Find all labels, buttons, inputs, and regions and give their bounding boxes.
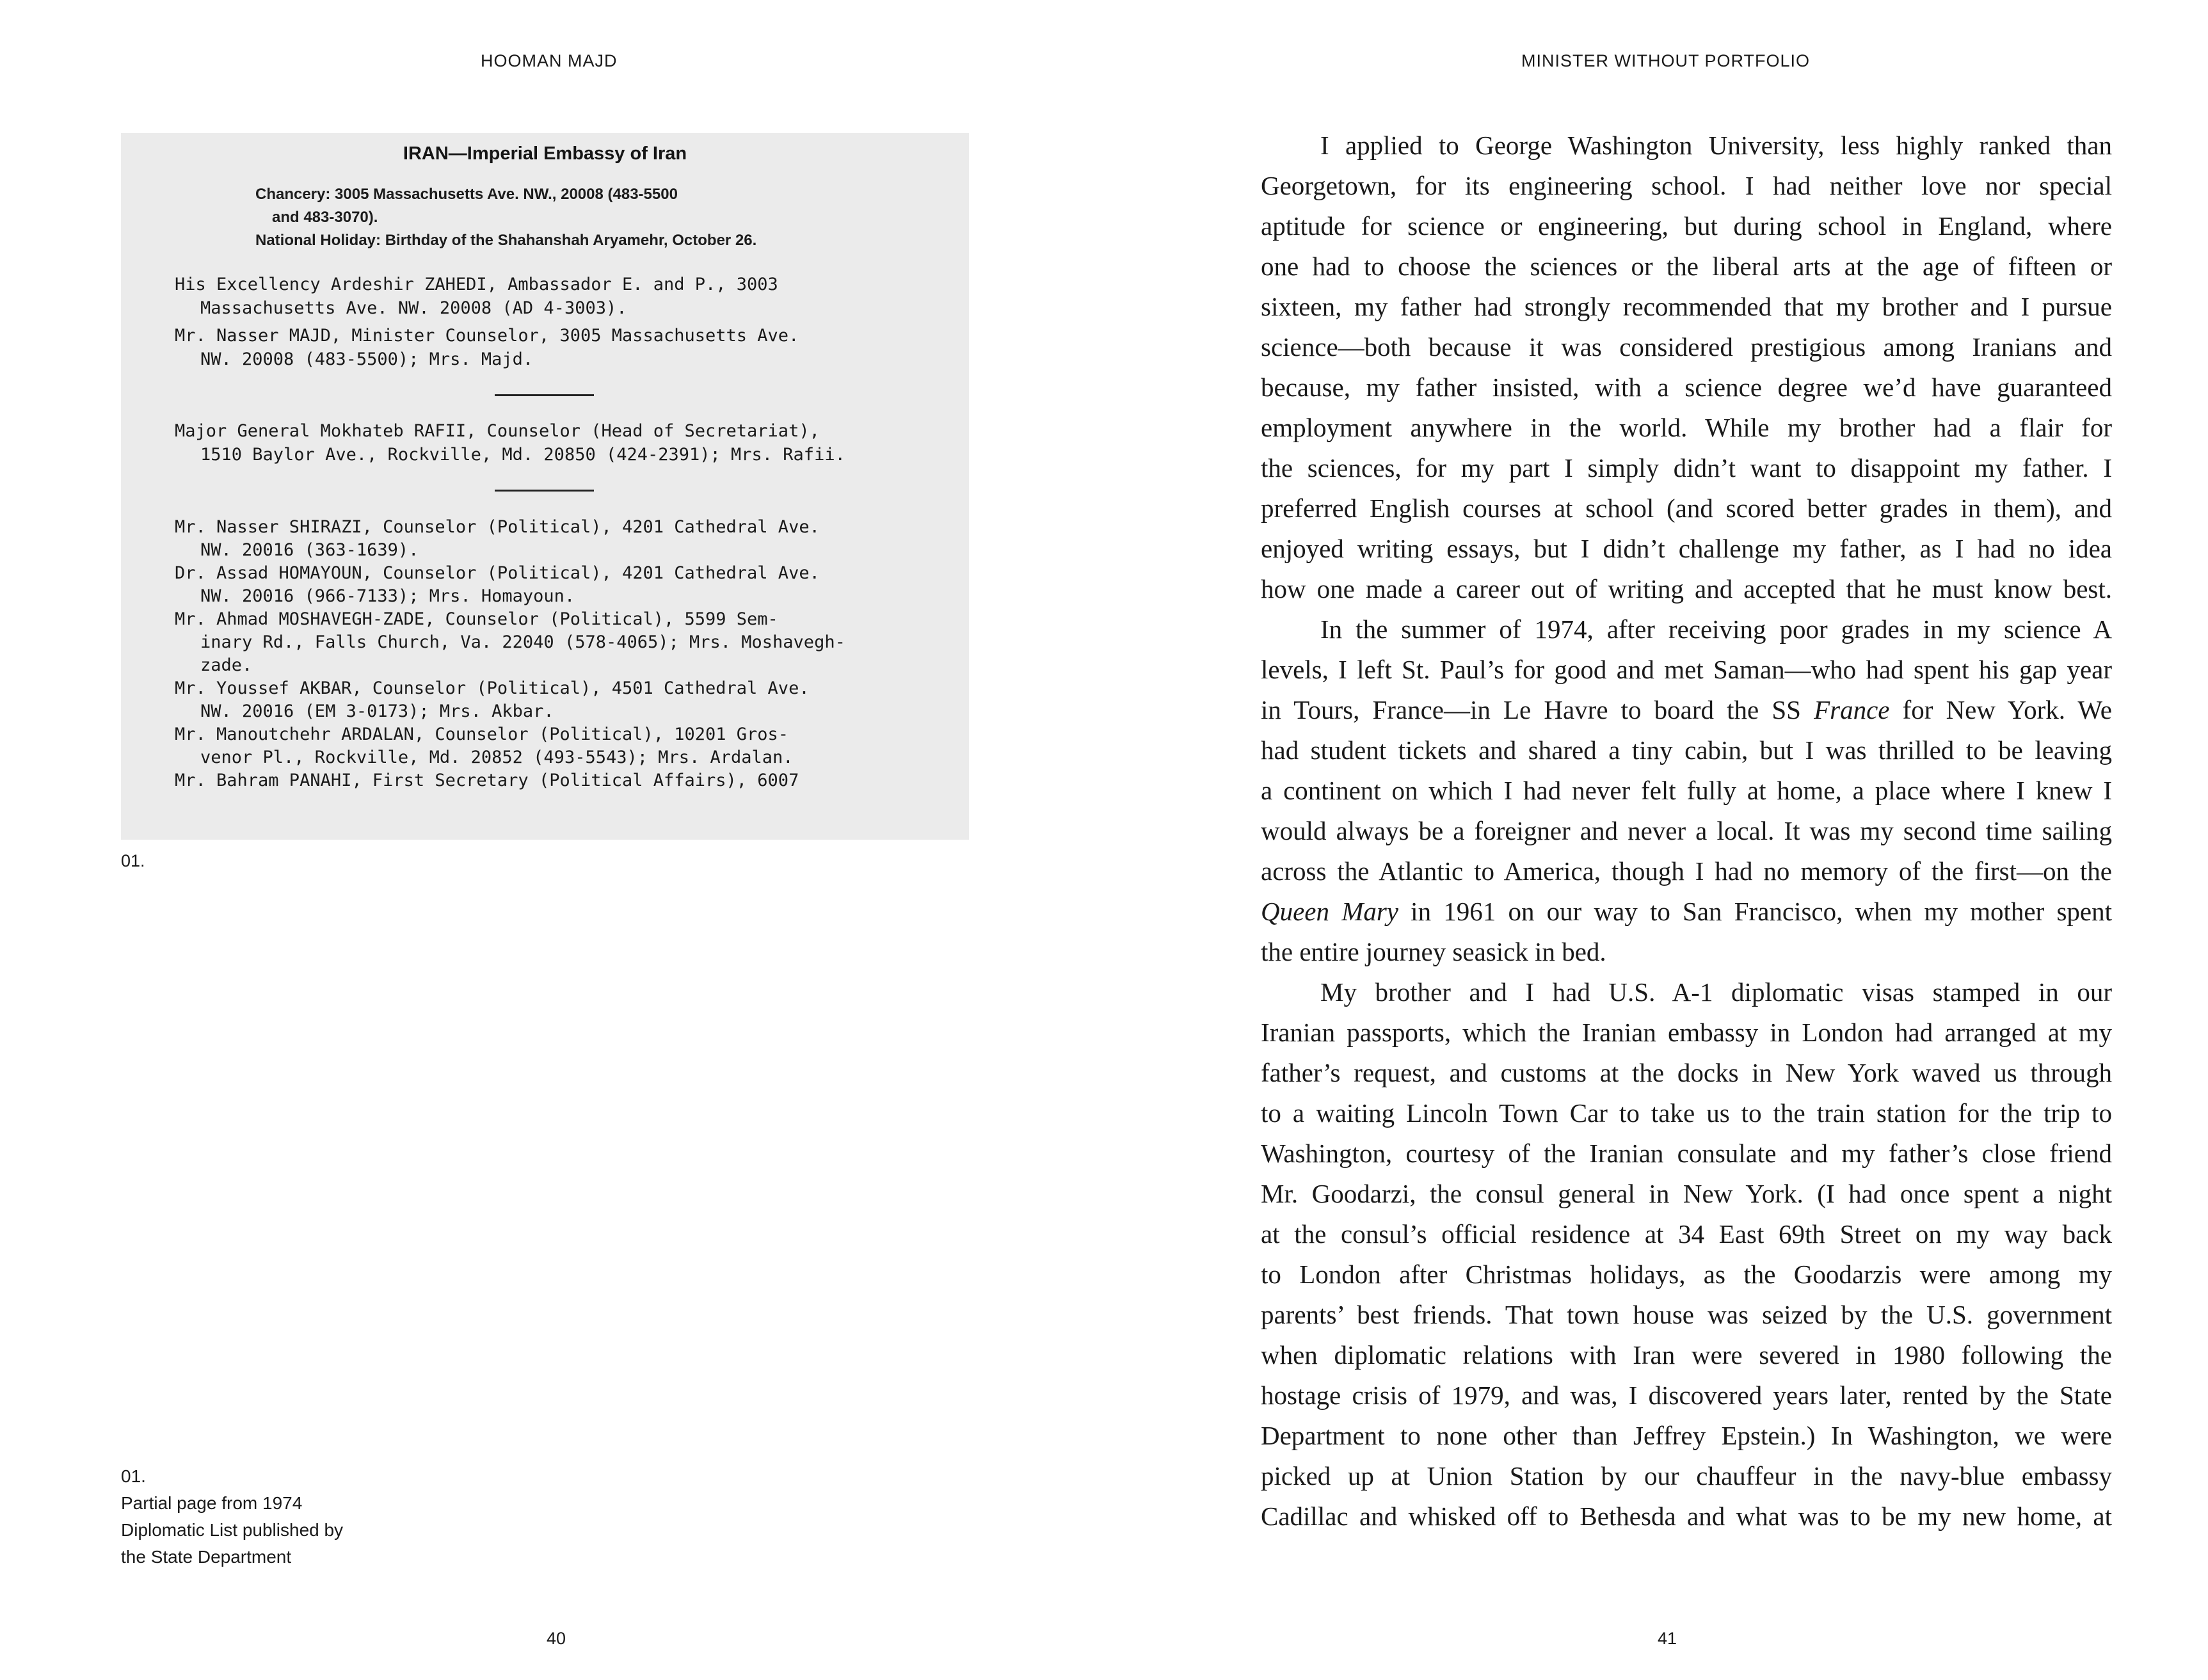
body-line: one had to choose the sciences or the liberal arts at the age of fifteen or xyxy=(1261,252,2112,281)
body-line: Georgetown, for its engineering school. I had neither love nor special xyxy=(1261,171,2112,200)
scan-entry-homayoun xyxy=(175,562,943,608)
scan-entry-line: Massachusetts Ave. NW. 20008 (AD 4-3003). xyxy=(200,298,627,318)
scan-title: IRAN—Imperial Embassy of Iran xyxy=(403,143,687,164)
scan-entry-rafii xyxy=(175,419,943,467)
body-line: the sciences, for my part I simply didn’t want to disappoint my father. I xyxy=(1261,453,2112,483)
scan-entry-line: Major General Mokhateb RAFII, Counselor (Head of Secretariat), xyxy=(175,421,820,441)
figure-caption xyxy=(121,1463,343,1571)
scan-entry-line: His Excellency Ardeshir ZAHEDI, Ambassador E. and P., 3003 xyxy=(175,275,778,294)
scan-meta-line: Chancery: 3005 Massachusetts Ave. NW., 20008 (483-5500 xyxy=(255,186,678,203)
scan-entry-line: Mr. Nasser SHIRAZI, Counselor (Political), 4201 Cathedral Ave. xyxy=(175,517,820,537)
running-head-author: HOOMAN MAJD xyxy=(481,51,618,70)
body-line: Washington, courtesy of the Iranian consulate and my father’s close friend xyxy=(1261,1139,2112,1168)
figure-label: 01. xyxy=(121,851,145,870)
body-text-run: in 1961 on our way to San Francisco, when my mother spent xyxy=(1398,897,2112,926)
body-line: picked up at Union Station by our chauffeur in the navy-blue embassy xyxy=(1261,1461,2112,1491)
body-line: I applied to George Washington University, less highly ranked than xyxy=(1320,131,2112,160)
scan-divider xyxy=(495,394,594,396)
body-text-run: for New York. We xyxy=(1889,695,2113,724)
body-line: enjoyed writing essays, but I didn’t challenge my father, as I had no idea xyxy=(1261,534,2112,563)
body-line: In the summer of 1974, after receiving poor grades in my science A xyxy=(1320,614,2112,644)
body-line: how one made a career out of writing and accepted that he must know best. xyxy=(1261,574,2112,604)
body-line: My brother and I had U.S. A-1 diplomatic visas stamped in our xyxy=(1320,977,2112,1007)
body-line: Mr. Goodarzi, the consul general in New York. (I had once spent a night xyxy=(1261,1179,2112,1208)
body-text xyxy=(1261,125,2112,1537)
body-line: science—both because it was considered prestigious among Iranians and xyxy=(1261,332,2112,362)
caption-line: Diplomatic List published by xyxy=(121,1520,344,1540)
body-line: levels, I left St. Paul’s for good and met Saman—who had spent his gap year xyxy=(1261,655,2112,684)
scan-entry-line: inary Rd., Falls Church, Va. 22040 (578-4065); Mrs. Moshavegh- xyxy=(200,632,845,652)
page-number-left: 40 xyxy=(547,1629,566,1648)
body-line: across the Atlantic to America, though I had no memory of the first—on the xyxy=(1261,856,2112,886)
body-line: because, my father insisted, with a science degree we’d have guaranteed xyxy=(1261,372,2112,402)
scan-entry-line: NW. 20008 (483-5500); Mrs. Majd. xyxy=(200,349,534,369)
body-line: preferred English courses at school (and scored better grades in them), and xyxy=(1261,493,2112,523)
scan-entry-line: NW. 20016 (966-7133); Mrs. Homayoun. xyxy=(200,586,575,606)
scan-divider xyxy=(495,490,594,492)
body-line: to London after Christmas holidays, as the Goodarzis were among my xyxy=(1261,1260,2112,1289)
scan-entry-line: NW. 20016 (EM 3-0173); Mrs. Akbar. xyxy=(200,701,554,721)
body-line: had student tickets and shared a tiny cabin, but I was thrilled to be leaving xyxy=(1261,735,2112,765)
ship-name-queen-mary: Queen Mary xyxy=(1261,897,1398,926)
caption-number: 01. xyxy=(121,1466,146,1486)
scan-entry-zahedi xyxy=(175,273,943,320)
scan-entries xyxy=(175,273,943,792)
scan-chancery-info xyxy=(255,183,756,252)
scan-entry-line: Dr. Assad HOMAYOUN, Counselor (Political), 4201 Cathedral Ave. xyxy=(175,563,820,583)
scan-entry-majd xyxy=(175,324,943,371)
scan-entry-line: Mr. Ahmad MOSHAVEGH-ZADE, Counselor (Political), 5599 Sem- xyxy=(175,609,778,629)
scan-entry-line: Mr. Nasser MAJD, Minister Counselor, 3005 Massachusetts Ave. xyxy=(175,326,799,346)
scan-meta-line: National Holiday: Birthday of the Shahanshah Aryamehr, October 26. xyxy=(255,232,757,249)
scan-entry-line: 1510 Baylor Ave., Rockville, Md. 20850 (424-2391); Mrs. Rafii. xyxy=(200,445,845,465)
body-line: a continent on which I had never felt fully at home, a place where I knew I xyxy=(1261,776,2112,805)
scan-entry-akbar xyxy=(175,677,943,723)
body-line: hostage crisis of 1979, and was, I discovered years later, rented by the State xyxy=(1261,1380,2112,1410)
body-line xyxy=(1261,892,2112,932)
body-line: Iranian passports, which the Iranian embassy in London had arranged at my xyxy=(1261,1018,2112,1047)
body-line: to a waiting Lincoln Town Car to take us to the train station for the trip to xyxy=(1261,1098,2112,1128)
scan-entry-line: venor Pl., Rockville, Md. 20852 (493-5543); Mrs. Ardalan. xyxy=(200,748,794,767)
scan-entry-panahi xyxy=(175,769,943,792)
body-line: would always be a foreigner and never a local. It was my second time sailing xyxy=(1261,816,2112,845)
scan-entry-line: zade. xyxy=(200,655,253,675)
caption-line: Partial page from 1974 xyxy=(121,1493,303,1513)
body-line xyxy=(1261,690,2112,730)
scan-meta-line: and 483-3070). xyxy=(272,209,378,226)
body-line: employment anywhere in the world. While my brother had a flair for xyxy=(1261,413,2112,442)
body-line: Department to none other than Jeffrey Epstein.) In Washington, we were xyxy=(1261,1421,2112,1450)
body-line: the entire journey seasick in bed. xyxy=(1261,937,1606,966)
scan-entry-moshavegh-zade xyxy=(175,608,943,677)
body-line: Cadillac and whisked off to Bethesda and what was to be my new home, at xyxy=(1261,1501,2112,1531)
body-line: father’s request, and customs at the docks in New York waved us through xyxy=(1261,1058,2112,1087)
body-text-run: in Tours, France—in Le Havre to board the SS xyxy=(1261,695,1814,724)
body-line: at the consul’s official residence at 34 East 69th Street on my way back xyxy=(1261,1219,2112,1249)
body-line: when diplomatic relations with Iran were severed in 1980 following the xyxy=(1261,1340,2112,1370)
body-line: sixteen, my father had strongly recommended that my brother and I pursue xyxy=(1261,292,2112,321)
scan-entry-line: Mr. Bahram PANAHI, First Secretary (Political Affairs), 6007 xyxy=(175,771,799,790)
page-number-right: 41 xyxy=(1658,1629,1677,1648)
diplomatic-list-scan xyxy=(121,133,969,840)
scan-entry-ardalan xyxy=(175,723,943,769)
body-line: parents’ best friends. That town house was seized by the U.S. government xyxy=(1261,1300,2112,1329)
scan-entry-line: NW. 20016 (363-1639). xyxy=(200,540,419,560)
scan-entry-line: Mr. Youssef AKBAR, Counselor (Political), 4501 Cathedral Ave. xyxy=(175,678,810,698)
scan-entry-line: Mr. Manoutchehr ARDALAN, Counselor (Political), 10201 Gros- xyxy=(175,724,789,744)
scan-entry-shirazi xyxy=(175,516,943,562)
right-page xyxy=(1104,0,2208,1680)
caption-line: the State Department xyxy=(121,1547,292,1567)
ship-name-france: France xyxy=(1814,695,1890,724)
running-head-title: MINISTER WITHOUT PORTFOLIO xyxy=(1521,51,1811,70)
body-line: aptitude for science or engineering, but during school in England, where xyxy=(1261,211,2112,241)
